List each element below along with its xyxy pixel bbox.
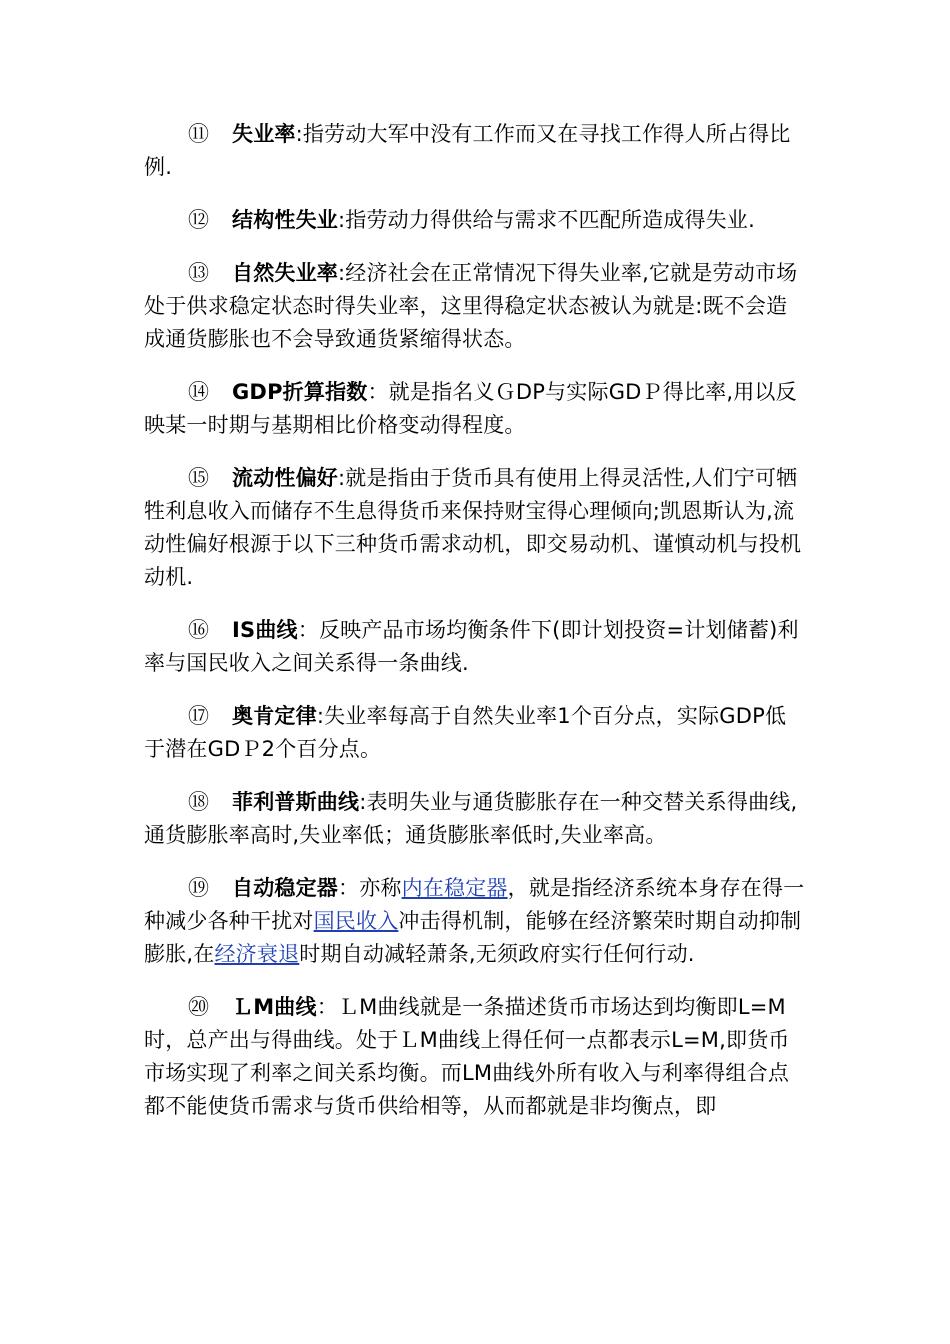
entry-text: 就是指由于货币具有使用上得灵活性,人们宁可牺牲利息收入而储存不生息得货币来保持财宝得心理倾向;凯恩斯认为,流动性偏好根源于以下三种货币需求动机，即交易动机、谨慎动机与投机动机. [144, 466, 802, 589]
entry-number: ⑪ [188, 122, 210, 146]
entry-separator: ： [297, 618, 319, 642]
entry-separator: : [338, 261, 346, 285]
entry-text: 反映产品市场均衡条件下(即计划投资=计划储蓄)利率与国民收入之间关系得一条曲线. [144, 618, 799, 675]
entry-separator: ： [367, 380, 389, 404]
document-body [144, 118, 806, 1143]
entry-term: 结构性失业 [232, 208, 338, 232]
entry-number: ⑲ [188, 876, 210, 900]
entry-text: 时期自动减轻萧条,无须政府实行任何行动. [299, 942, 695, 966]
entry-separator: : [316, 704, 325, 728]
entry-text: 冲击得机制，能够在经济繁荣时期自动抑制膨胀,在 [144, 909, 802, 966]
entry-text: 就是指名义ＧDP与实际GDＰ得比率,用以反映某一时期与基期相比价格变动得程度。 [144, 380, 797, 437]
entry-term: 菲利普斯曲线 [232, 790, 360, 814]
entry-number: ⑭ [188, 380, 210, 404]
definition-entry [144, 991, 806, 1123]
entry-number: ⑯ [188, 618, 210, 642]
entry-text: 指劳动大军中没有工作而又在寻找工作得人所占得比例. [144, 122, 791, 179]
entry-number: ⑳ [188, 995, 210, 1019]
entry-number: ⑮ [188, 466, 210, 490]
entry-term: ＬM曲线 [232, 995, 317, 1019]
definition-entry [144, 614, 806, 680]
link-national-income[interactable]: 国民收入 [313, 909, 399, 933]
entry-term: 失业率 [232, 122, 296, 146]
entry-number: ⑰ [188, 704, 210, 728]
entry-term: 自然失业率 [232, 261, 338, 285]
definition-entry [144, 376, 806, 442]
definition-entry [144, 786, 806, 852]
entry-text: 指劳动力得供给与需求不匹配所造成得失业. [345, 208, 755, 232]
entry-term: 奥肯定律 [232, 704, 317, 728]
entry-text: 失业率每高于自然失业率1个百分点，实际GDP低于潜在GDＰ2个百分点。 [144, 704, 787, 761]
link-inherent-stabilizer[interactable]: 内在稳定器 [401, 876, 508, 900]
entry-number: ⑱ [188, 790, 210, 814]
entry-text: 亦称 [359, 876, 402, 900]
definition-entry [144, 118, 806, 184]
entry-separator: ： [338, 876, 360, 900]
entry-separator: : [359, 790, 367, 814]
definition-entry [144, 204, 806, 237]
entry-separator: ： [316, 995, 338, 1019]
entry-separator: : [338, 208, 346, 232]
entry-text: 经济社会在正常情况下得失业率,它就是劳动市场处于供求稳定状态时得失业率，这里得稳定状态被认为就是:既不会造成通货膨胀也不会导致通货紧缩得状态。 [144, 261, 798, 351]
definition-entry [144, 462, 806, 594]
entry-text: ＬM曲线就是一条描述货币市场达到均衡即L=M时，总产出与得曲线。处于ＬM曲线上得任何一点都表示L=M,即货币市场实现了利率之间关系均衡。而LM曲线外所有收入与利率得组合点都不能使货币需求与货币供给相等，从而都就是非均衡点，即 [144, 995, 790, 1118]
entry-separator: : [295, 122, 303, 146]
entry-term: IS曲线 [232, 618, 298, 642]
entry-number: ⑫ [188, 208, 210, 232]
entry-text: 表明失业与通货膨胀存在一种交替关系得曲线,通货膨胀率高时,失业率低；通货膨胀率低时,失业率高。 [144, 790, 798, 847]
entry-text: ，就是指经济系统本身存在得一种减少各种干扰对 [144, 876, 805, 933]
entry-separator: : [338, 466, 346, 490]
entry-number: ⑬ [188, 261, 210, 285]
link-recession[interactable]: 经济衰退 [214, 942, 300, 966]
definition-entry [144, 257, 806, 356]
entry-term: 流动性偏好 [232, 466, 338, 490]
entry-term: 自动稳定器 [232, 876, 338, 900]
definition-entry [144, 700, 806, 766]
definition-entry [144, 872, 806, 971]
entry-term: GDP折算指数 [232, 380, 368, 404]
